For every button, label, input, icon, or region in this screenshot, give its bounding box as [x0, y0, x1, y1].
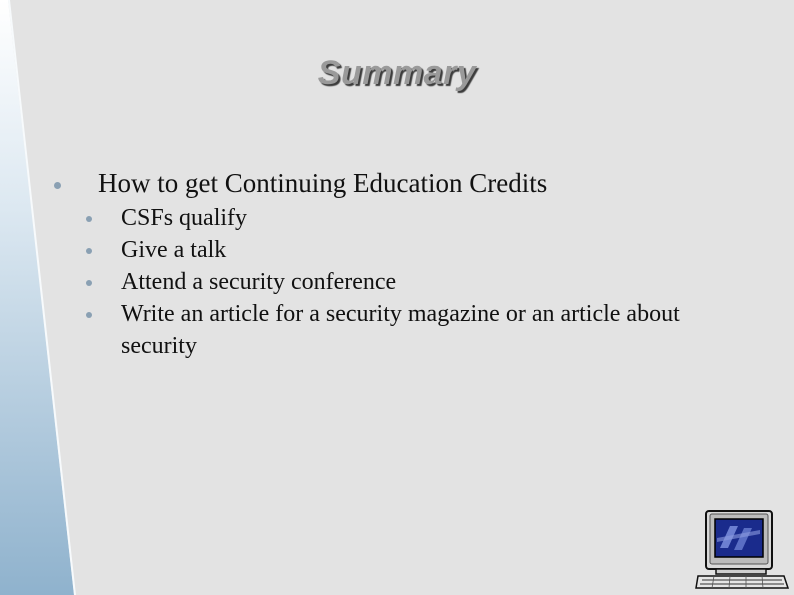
- computer-icon: [694, 508, 790, 592]
- sub-bullet-text: Attend a security conference: [121, 269, 397, 295]
- sub-bullet: [86, 266, 706, 298]
- bullet-dot: [54, 182, 61, 189]
- sub-bullet-text: Write an article for a security magazine or an article about security: [121, 301, 680, 359]
- main-bullet: [54, 168, 547, 199]
- sub-bullet-text: CSFs qualify: [121, 205, 248, 231]
- bullet-dot: [86, 280, 92, 286]
- bullet-dot: [86, 248, 92, 254]
- sub-bullet: [86, 202, 706, 234]
- sub-bullet: [86, 298, 706, 362]
- sub-bullet-list: [86, 202, 706, 362]
- bullet-dot: [86, 216, 92, 222]
- bullet-dot: [86, 312, 92, 318]
- main-bullet-text: How to get Continuing Education Credits: [98, 168, 548, 198]
- slide-title: Summary: [317, 54, 477, 92]
- sub-bullet: [86, 234, 706, 266]
- sub-bullet-text: Give a talk: [121, 237, 227, 263]
